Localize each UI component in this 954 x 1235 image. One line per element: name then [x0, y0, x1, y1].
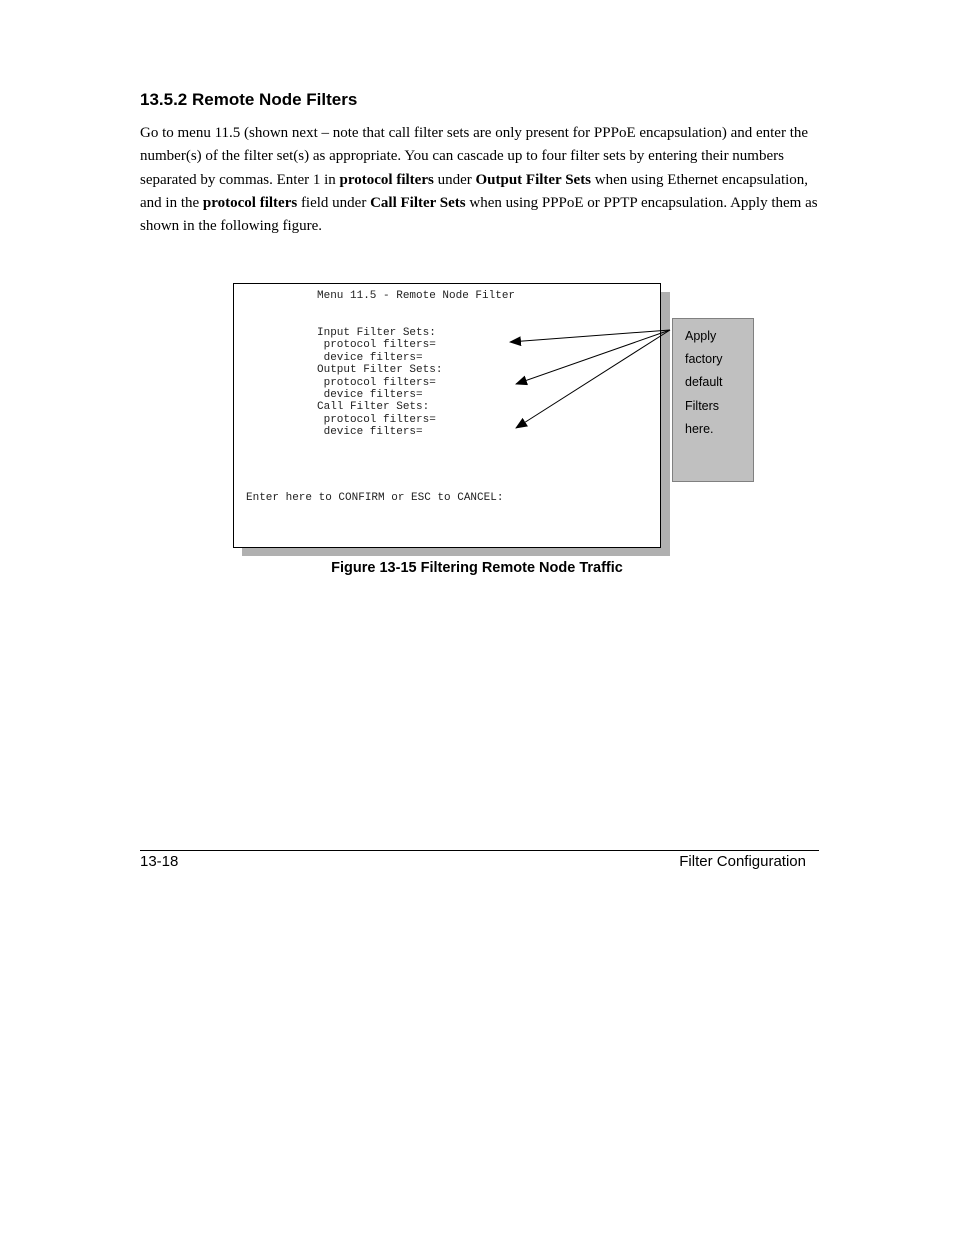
text-run: when using Ethernet encapsulation, and in the — [140, 171, 809, 211]
page-number: 13-18 — [140, 853, 179, 870]
screen-line: protocol filters= — [317, 376, 436, 389]
bold-term: protocol filters — [202, 194, 298, 211]
text-run: when using PPPoE or PPTP encapsulation. Apply them as shown in the following figure. — [140, 194, 818, 235]
screen-line: device filters= — [317, 351, 423, 364]
screen-line: device filters= — [317, 389, 423, 401]
callout-word: default — [685, 375, 723, 390]
chapter-title: Filter Configuration — [679, 853, 806, 870]
menu-title: Menu 11.5 - Remote Node Filter — [317, 290, 516, 302]
screen-line: Call Filter Sets: — [317, 401, 430, 414]
callout-word: factory — [685, 352, 723, 367]
bold-term: Call Filter Sets — [370, 194, 466, 211]
text-run: under — [433, 171, 476, 188]
screen-line: Output Filter Sets: — [317, 364, 443, 377]
screen-line: device filters= — [317, 426, 423, 439]
screen-line: protocol filters= — [317, 413, 436, 426]
callout-word: here. — [685, 421, 714, 436]
body-paragraph — [140, 122, 830, 238]
footer-rule — [140, 850, 819, 851]
callout-word: Apply — [685, 329, 717, 343]
bold-term: Output Filter Sets — [475, 171, 592, 188]
figure-caption: Figure 13-15 Filtering Remote Node Traffic — [331, 560, 623, 576]
confirm-prompt: Enter here to CONFIRM or ESC to CANCEL: — [246, 492, 504, 504]
text-run: field under — [297, 194, 371, 211]
screen-line: Input Filter Sets: — [317, 327, 436, 339]
screen-line: protocol filters= — [317, 339, 436, 352]
callout-box — [673, 319, 753, 481]
text-run: Go to menu 11.5 (shown next – note that call filter sets are only present for PPPoE encapsulation) and enter the number(s) of the filter set(s) as appropriate. You can cascade up to four filter sets by entering their numbers separated by commas. Enter 1 in — [140, 125, 809, 188]
terminal-screen — [233, 283, 661, 548]
bold-term: protocol filters — [339, 171, 434, 188]
callout-word: Filters — [685, 398, 720, 413]
section-heading: 13.5.2 Remote Node Filters — [140, 90, 358, 109]
